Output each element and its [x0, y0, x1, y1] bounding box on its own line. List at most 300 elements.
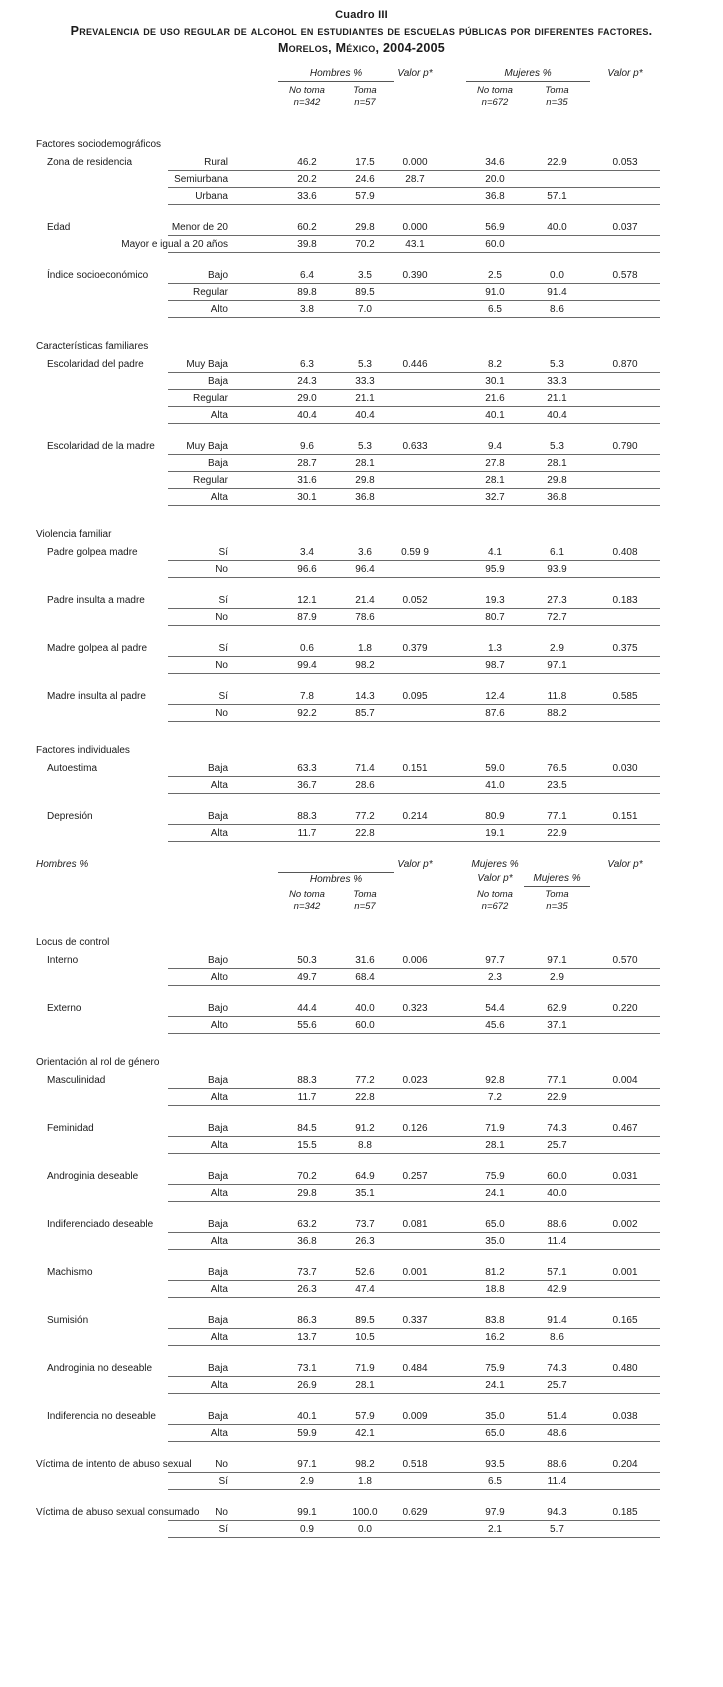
- cell-hombres-no-toma: 73.1: [297, 1363, 317, 1374]
- level-cell: [168, 489, 230, 506]
- factor-label: [36, 561, 168, 578]
- cell-valor-p-hombres: [394, 407, 436, 424]
- cell-hombres-toma: 24.6: [355, 174, 375, 185]
- level-cell: [168, 356, 230, 373]
- cell-mujeres-no-toma: 97.7: [485, 955, 505, 966]
- factor-group: [0, 1360, 723, 1394]
- level-label: Baja: [207, 1363, 228, 1374]
- factor-label: Androginia deseable: [47, 1171, 139, 1182]
- cell-hombres-toma: 57.9: [355, 1411, 375, 1422]
- cell-valor-p-hombres: 28.7: [405, 174, 425, 185]
- cell-mujeres-no-toma: 93.5: [485, 1459, 505, 1470]
- cell-mujeres-toma: 11.4: [547, 1236, 567, 1247]
- level-cell: [168, 1312, 230, 1329]
- level-label: Baja: [207, 1171, 228, 1182]
- cell-valor-p-mujeres: 0.165: [612, 1315, 638, 1326]
- cell-mujeres-toma: 88.2: [547, 708, 567, 719]
- cell-valor-p-hombres: 0.000: [402, 157, 428, 168]
- cell-mujeres-toma: 8.6: [550, 1332, 564, 1343]
- cell-hombres-no-toma: 88.3: [297, 1075, 317, 1086]
- level-cell: [168, 219, 230, 236]
- cell-mujeres-toma: 60.0: [547, 1171, 567, 1182]
- cell-hombres-no-toma: 96.6: [297, 564, 317, 575]
- cell-valor-p-mujeres: [590, 1017, 660, 1034]
- table-row: [36, 657, 660, 674]
- cell-mujeres-no-toma: 54.4: [485, 1003, 505, 1014]
- table-row: [36, 1504, 660, 1521]
- cell-hombres-toma: 60.0: [355, 1020, 375, 1031]
- cell-mujeres-no-toma: 81.2: [485, 1267, 505, 1278]
- section-header: Locus de control: [36, 937, 110, 948]
- cell-mujeres-toma: 93.9: [547, 564, 567, 575]
- factor-label: [36, 825, 168, 842]
- toma-label: Toma: [353, 85, 377, 96]
- group-header-row: [36, 67, 660, 82]
- cell-mujeres-no-toma: 12.4: [485, 691, 505, 702]
- factor-label: [36, 373, 168, 390]
- cell-mujeres-toma: 97.1: [547, 660, 567, 671]
- n-57-label: n=57: [354, 96, 376, 108]
- cell-mujeres-toma: [524, 236, 590, 253]
- level-label: Regular: [192, 393, 228, 404]
- cell-valor-p-mujeres: [590, 455, 660, 472]
- cell-mujeres-no-toma: 60.0: [485, 239, 505, 250]
- factor-label: [36, 489, 168, 506]
- factor-label: [36, 1185, 168, 1202]
- cell-hombres-toma: 7.0: [358, 304, 372, 315]
- cell-mujeres-no-toma: 21.6: [485, 393, 505, 404]
- cell-valor-p-hombres: [394, 657, 436, 674]
- cell-mujeres-no-toma: 1.3: [488, 643, 502, 654]
- cell-mujeres-toma: 11.4: [547, 1476, 567, 1487]
- cell-mujeres-no-toma: 24.1: [485, 1188, 505, 1199]
- n-35-label: n=35: [546, 96, 568, 108]
- level-label: Sí: [218, 1524, 228, 1535]
- cell-valor-p-mujeres: 0.585: [612, 691, 638, 702]
- level-cell: [168, 171, 230, 188]
- factor-label: [36, 777, 168, 794]
- table-row: [36, 1000, 660, 1017]
- factor-group: [0, 544, 723, 578]
- level-cell: [168, 969, 230, 986]
- level-cell: [168, 1089, 230, 1106]
- cell-mujeres-no-toma: 87.6: [485, 708, 505, 719]
- factor-group: [0, 1168, 723, 1202]
- cell-mujeres-no-toma: 35.0: [485, 1236, 505, 1247]
- cell-mujeres-no-toma: 16.2: [485, 1332, 505, 1343]
- cell-valor-p-mujeres: [590, 657, 660, 674]
- factor-label: Indiferenciado deseable: [47, 1219, 154, 1230]
- cell-hombres-no-toma: 92.2: [297, 708, 317, 719]
- level-cell: [168, 1233, 230, 1250]
- cell-mujeres-toma: 77.1: [547, 1075, 567, 1086]
- subgroup-header-row: [36, 85, 660, 116]
- table-row: [36, 236, 660, 253]
- level-label: Semiurbana: [174, 174, 228, 185]
- cell-hombres-toma: 22.8: [355, 828, 375, 839]
- cell-hombres-no-toma: 26.9: [297, 1380, 317, 1391]
- level-cell: [168, 1264, 230, 1281]
- table-row: [36, 1281, 660, 1298]
- cell-mujeres-no-toma: 20.0: [485, 174, 505, 185]
- level-label: Alta: [210, 1188, 228, 1199]
- cell-mujeres-toma: 36.8: [547, 492, 567, 503]
- level-label: Alta: [210, 1428, 228, 1439]
- n-57-label: n=57: [354, 900, 376, 912]
- cell-mujeres-toma: 37.1: [547, 1020, 567, 1031]
- table-row: [36, 455, 660, 472]
- level-cell: [168, 705, 230, 722]
- level-cell: [168, 438, 230, 455]
- level-label: Baja: [207, 1411, 228, 1422]
- factor-label: [36, 171, 168, 188]
- cell-valor-p-hombres: 0.59 9: [401, 547, 429, 558]
- n-342-label: n=342: [293, 96, 321, 108]
- cell-mujeres-no-toma: 30.1: [485, 376, 505, 387]
- cell-valor-p-mujeres: [590, 825, 660, 842]
- cell-mujeres-toma: 2.9: [550, 643, 564, 654]
- cell-valor-p-mujeres: 0.220: [612, 1003, 638, 1014]
- cell-hombres-toma: 31.6: [355, 955, 375, 966]
- no-toma-label: No toma: [289, 889, 325, 900]
- cell-mujeres-toma: 62.9: [547, 1003, 567, 1014]
- cell-valor-p-hombres: 0.390: [402, 270, 428, 281]
- cell-mujeres-no-toma: 19.1: [485, 828, 505, 839]
- level-cell: [168, 561, 230, 578]
- cell-hombres-toma: 40.4: [355, 410, 375, 421]
- cell-hombres-no-toma: 87.9: [297, 612, 317, 623]
- level-label: Alta: [210, 1140, 228, 1151]
- cell-hombres-no-toma: 11.7: [297, 1092, 317, 1103]
- level-label: Sí: [218, 1476, 228, 1487]
- table-row: [36, 1312, 660, 1329]
- cell-mujeres-toma: 48.6: [547, 1428, 567, 1439]
- cell-hombres-toma: 29.8: [355, 475, 375, 486]
- factor-group: [0, 356, 723, 424]
- level-label: Menor de 20: [171, 222, 228, 233]
- table-row: [36, 1521, 660, 1538]
- cell-valor-p-mujeres: [590, 1473, 660, 1490]
- cell-mujeres-no-toma: 28.1: [485, 475, 505, 486]
- table-row: [36, 1089, 660, 1106]
- level-cell: [168, 1072, 230, 1089]
- level-label: Bajo: [207, 270, 228, 281]
- factor-label: Machismo: [47, 1267, 93, 1278]
- n-35-label: n=35: [546, 900, 568, 912]
- factor-group: [0, 592, 723, 626]
- level-cell: [168, 640, 230, 657]
- level-cell: [168, 390, 230, 407]
- factor-group: [0, 1264, 723, 1298]
- cell-hombres-no-toma: 7.8: [300, 691, 314, 702]
- factor-label: Externo: [47, 1003, 82, 1014]
- cell-valor-p-hombres: 0.323: [402, 1003, 428, 1014]
- cell-mujeres-toma: 0.0: [550, 270, 564, 281]
- table-row: [36, 489, 660, 506]
- section-header: Violencia familiar: [36, 529, 112, 540]
- cell-hombres-no-toma: 12.1: [297, 595, 317, 606]
- cell-hombres-no-toma: 28.7: [297, 458, 317, 469]
- cell-hombres-toma: 10.5: [355, 1332, 375, 1343]
- cell-hombres-toma: 98.2: [355, 660, 375, 671]
- cell-valor-p-hombres: 0.006: [402, 955, 428, 966]
- cell-hombres-no-toma: 46.2: [297, 157, 317, 168]
- cell-hombres-toma: 42.1: [355, 1428, 375, 1439]
- cell-valor-p-mujeres: [590, 171, 660, 188]
- no-toma-label: No toma: [477, 85, 513, 96]
- factor-label: [36, 1473, 168, 1490]
- n-672-label: n=672: [481, 96, 509, 108]
- cell-hombres-toma: 33.3: [355, 376, 375, 387]
- level-label: Baja: [207, 1315, 228, 1326]
- cell-hombres-no-toma: 0.6: [300, 643, 314, 654]
- cell-hombres-no-toma: 9.6: [300, 441, 314, 452]
- cell-mujeres-toma: 76.5: [547, 763, 567, 774]
- cell-valor-p-hombres: [394, 1017, 436, 1034]
- cell-mujeres-no-toma: 41.0: [485, 780, 505, 791]
- cell-valor-p-mujeres: [590, 705, 660, 722]
- cell-hombres-toma: 22.8: [355, 1092, 375, 1103]
- table-row: [36, 267, 660, 284]
- table-row: [36, 438, 660, 455]
- level-label: Regular: [192, 287, 228, 298]
- level-cell: [168, 592, 230, 609]
- cell-mujeres-no-toma: 35.0: [485, 1411, 505, 1422]
- factor-group: [0, 1312, 723, 1346]
- factor-label: Interno: [47, 955, 79, 966]
- cell-valor-p-mujeres: [590, 390, 660, 407]
- level-cell: [121, 236, 230, 253]
- cell-mujeres-no-toma: 4.1: [488, 547, 502, 558]
- factor-label: Madre insulta al padre: [47, 691, 146, 702]
- factor-label: [36, 1329, 168, 1346]
- factor-label: [36, 1521, 168, 1538]
- cell-valor-p-mujeres: [590, 1185, 660, 1202]
- cell-mujeres-no-toma: 65.0: [485, 1428, 505, 1439]
- level-cell: [168, 373, 230, 390]
- cell-valor-p-hombres: [394, 284, 436, 301]
- cell-hombres-no-toma: 44.4: [297, 1003, 317, 1014]
- cell-hombres-toma: 3.6: [358, 547, 372, 558]
- cell-mujeres-toma: 74.3: [547, 1363, 567, 1374]
- cell-mujeres-no-toma: 36.8: [485, 191, 505, 202]
- table-row: [36, 688, 660, 705]
- cell-hombres-toma: 73.7: [355, 1219, 375, 1230]
- cell-valor-p-hombres: 0.446: [402, 359, 428, 370]
- page-title: Prevalencia de uso regular de alcohol en estudiantes de escuelas públicas por diferentes factores.: [70, 24, 653, 38]
- cell-valor-p-mujeres: 0.053: [612, 157, 638, 168]
- cell-hombres-toma: 35.1: [355, 1188, 375, 1199]
- cell-hombres-toma: 5.3: [358, 441, 372, 452]
- cell-valor-p-mujeres: 0.790: [612, 441, 638, 452]
- mujeres-column-header: Mujeres %: [466, 67, 590, 82]
- table-row: [36, 1017, 660, 1034]
- cell-hombres-toma: 71.4: [355, 763, 375, 774]
- factor-label: [36, 1377, 168, 1394]
- factor-group: [0, 1072, 723, 1106]
- factor-label: Edad: [47, 222, 71, 233]
- cell-mujeres-toma: 22.9: [547, 828, 567, 839]
- cell-hombres-no-toma: 99.4: [297, 660, 317, 671]
- cell-valor-p-mujeres: [590, 188, 660, 205]
- cell-mujeres-no-toma: 2.1: [488, 1524, 502, 1535]
- table-row: [36, 609, 660, 626]
- factor-group: [0, 1408, 723, 1442]
- level-label: Baja: [207, 811, 228, 822]
- cell-valor-p-mujeres: 0.002: [612, 1219, 638, 1230]
- level-label: Sí: [218, 595, 228, 606]
- cell-mujeres-no-toma: 45.6: [485, 1020, 505, 1031]
- table-row: [36, 561, 660, 578]
- cell-hombres-no-toma: 11.7: [297, 828, 317, 839]
- continuation-row-2: [36, 872, 660, 887]
- cell-valor-p-hombres: [394, 1233, 436, 1250]
- cell-mujeres-no-toma: 19.3: [485, 595, 505, 606]
- factor-label: Víctima de intento de abuso sexual: [36, 1459, 192, 1470]
- cell-valor-p-hombres: 0.081: [402, 1219, 428, 1230]
- level-cell: [168, 1425, 230, 1442]
- toma-label: Toma: [545, 889, 569, 900]
- section-header: Factores sociodemográficos: [36, 139, 162, 150]
- cell-mujeres-no-toma: 91.0: [485, 287, 505, 298]
- cell-valor-p-mujeres: [590, 1233, 660, 1250]
- cell-hombres-no-toma: 30.1: [297, 492, 317, 503]
- n-342-label: n=342: [293, 900, 321, 912]
- table-row: [36, 760, 660, 777]
- hombres-column-header: Hombres %: [278, 67, 394, 82]
- cell-hombres-toma: 57.9: [355, 191, 375, 202]
- cell-valor-p-hombres: 0.052: [402, 595, 428, 606]
- continuation-row-1: [36, 858, 660, 872]
- table-row: [36, 808, 660, 825]
- table-row: [36, 1216, 660, 1233]
- cell-hombres-toma: 17.5: [355, 157, 375, 168]
- cell-valor-p-mujeres: [590, 236, 660, 253]
- level-cell: [168, 188, 230, 205]
- factor-label: [36, 455, 168, 472]
- cell-mujeres-toma: 5.7: [550, 1524, 564, 1535]
- cell-mujeres-no-toma: 2.3: [488, 972, 502, 983]
- section-header: Orientación al rol de género: [36, 1057, 160, 1068]
- table-row: [36, 301, 660, 318]
- cell-hombres-no-toma: 36.7: [297, 780, 317, 791]
- hombres-toma-header: [336, 889, 394, 912]
- cell-hombres-no-toma: 88.3: [297, 811, 317, 822]
- cell-valor-p-hombres: 0.001: [402, 1267, 428, 1278]
- cell-valor-p-hombres: 0.484: [402, 1363, 428, 1374]
- factor-label: Índice socioeconómico: [47, 270, 149, 281]
- cell-valor-p-mujeres: 0.570: [612, 955, 638, 966]
- cell-valor-p-mujeres: 0.037: [612, 222, 638, 233]
- cell-valor-p-hombres: [394, 1425, 436, 1442]
- cell-valor-p-hombres: [394, 1521, 436, 1538]
- factor-label: [36, 705, 168, 722]
- cell-valor-p-mujeres: [590, 373, 660, 390]
- cell-hombres-no-toma: 59.9: [297, 1428, 317, 1439]
- cell-valor-p-hombres: [394, 373, 436, 390]
- cell-valor-p-mujeres: 0.185: [612, 1507, 638, 1518]
- cell-mujeres-no-toma: 2.5: [488, 270, 502, 281]
- factor-label: Sumisión: [47, 1315, 89, 1326]
- cell-hombres-no-toma: 33.6: [297, 191, 317, 202]
- cell-mujeres-no-toma: 9.4: [488, 441, 502, 452]
- section-header: Factores individuales: [36, 745, 130, 756]
- factor-label: [36, 969, 168, 986]
- cell-hombres-toma: 3.5: [358, 270, 372, 281]
- factor-group: [0, 1000, 723, 1034]
- cell-mujeres-no-toma: 8.2: [488, 359, 502, 370]
- cell-valor-p-hombres: [394, 1377, 436, 1394]
- cell-valor-p-hombres: 0.257: [402, 1171, 428, 1182]
- mujeres-label: Mujeres %: [471, 859, 519, 870]
- level-cell: [168, 472, 230, 489]
- cell-valor-p-mujeres: [590, 777, 660, 794]
- cell-valor-p-mujeres: 0.031: [612, 1171, 638, 1182]
- cell-hombres-no-toma: 29.0: [297, 393, 317, 404]
- cell-mujeres-toma: 91.4: [547, 287, 567, 298]
- cell-hombres-no-toma: 89.8: [297, 287, 317, 298]
- level-cell: [168, 407, 230, 424]
- factor-group: [0, 1216, 723, 1250]
- cell-hombres-toma: 14.3: [355, 691, 375, 702]
- factor-label: Padre insulta a madre: [47, 595, 145, 606]
- level-cell: [168, 1017, 230, 1034]
- cell-mujeres-no-toma: 27.8: [485, 458, 505, 469]
- cell-hombres-no-toma: 55.6: [297, 1020, 317, 1031]
- level-label: Sí: [218, 643, 228, 654]
- factor-label: [36, 609, 168, 626]
- cell-mujeres-toma: 22.9: [547, 157, 567, 168]
- level-cell: [168, 688, 230, 705]
- cell-hombres-no-toma: 40.1: [297, 1411, 317, 1422]
- cell-valor-p-mujeres: 0.038: [612, 1411, 638, 1422]
- cell-valor-p-mujeres: [590, 1329, 660, 1346]
- cell-hombres-no-toma: 6.4: [300, 270, 314, 281]
- cell-valor-p-hombres: 0.337: [402, 1315, 428, 1326]
- level-label: Alto: [210, 1020, 228, 1031]
- cell-hombres-toma: 5.3: [358, 359, 372, 370]
- table-row: [36, 1473, 660, 1490]
- cell-mujeres-no-toma: 97.9: [485, 1507, 505, 1518]
- cell-valor-p-mujeres: [590, 609, 660, 626]
- no-toma-label: No toma: [477, 889, 513, 900]
- level-cell: [168, 1504, 230, 1521]
- level-cell: [168, 544, 230, 561]
- level-label: Bajo: [207, 1003, 228, 1014]
- cell-mujeres-toma: 22.9: [547, 1092, 567, 1103]
- cell-hombres-no-toma: 24.3: [297, 376, 317, 387]
- cell-valor-p-mujeres: 0.183: [612, 595, 638, 606]
- table-row: [36, 969, 660, 986]
- cell-valor-p-mujeres: [590, 284, 660, 301]
- cell-hombres-no-toma: 0.9: [300, 1524, 314, 1535]
- cell-hombres-no-toma: 3.8: [300, 304, 314, 315]
- factor-group: [0, 267, 723, 318]
- factor-label: [36, 1089, 168, 1106]
- level-label: Mayor e igual a 20 años: [121, 239, 228, 250]
- cell-hombres-toma: 98.2: [355, 1459, 375, 1470]
- factor-label: Autoestima: [47, 763, 98, 774]
- cell-hombres-toma: 78.6: [355, 612, 375, 623]
- level-label: Alta: [210, 1284, 228, 1295]
- table-row: [36, 219, 660, 236]
- level-cell: [168, 609, 230, 626]
- cell-valor-p-hombres: [394, 1473, 436, 1490]
- factor-group: [0, 154, 723, 205]
- level-label: Baja: [207, 1123, 228, 1134]
- mujeres-toma-header: [524, 889, 590, 912]
- toma-label: Toma: [545, 85, 569, 96]
